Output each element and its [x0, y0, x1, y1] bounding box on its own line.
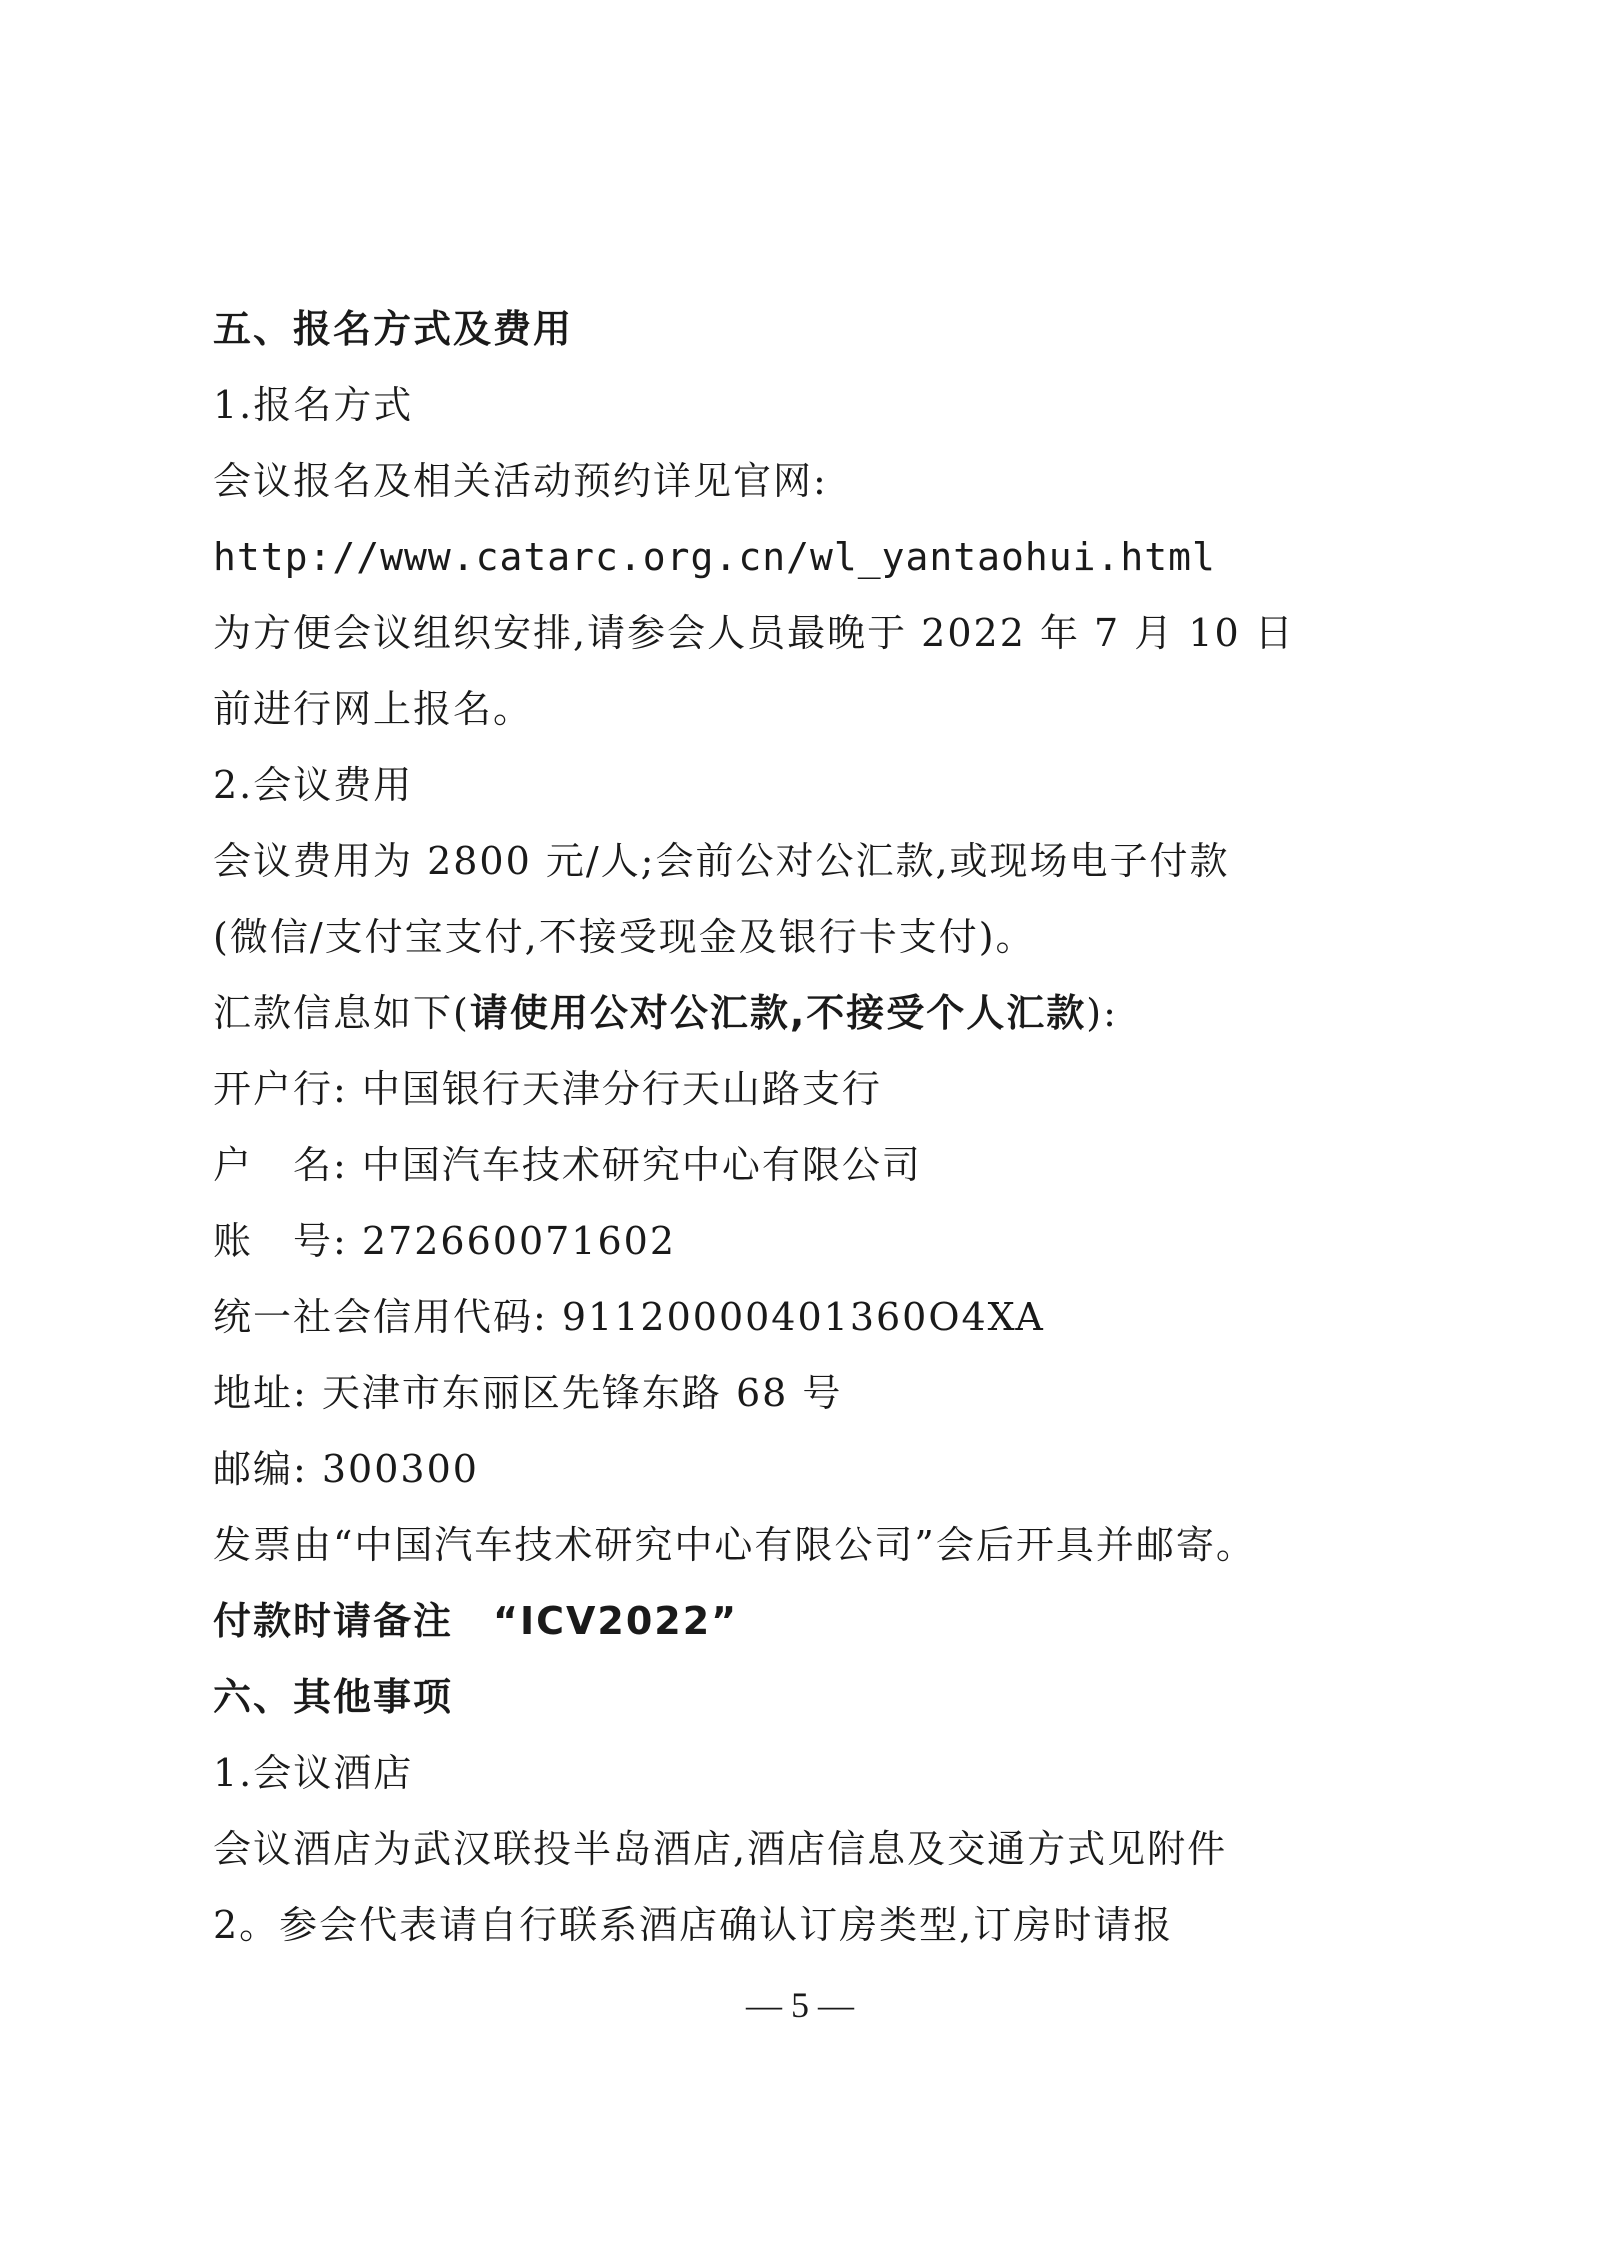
hotel-line-2: 2。参会代表请自行联系酒店确认订房类型,订房时请报: [213, 1903, 1174, 1947]
registration-description: 会议报名及相关活动预约详见官网:: [213, 459, 828, 503]
fee-line-2: (微信/支付宝支付,不接受现金及银行卡支付)。: [213, 915, 1036, 959]
page-number: — 5 —: [746, 1985, 854, 2025]
deadline-line-1: 为方便会议组织安排,请参会人员最晚于 2022 年 7 月 10 日: [213, 611, 1295, 655]
account-number-line: 账 号: 272660071602: [213, 1219, 677, 1263]
subheading-meeting-fee: 2.会议费用: [213, 763, 414, 807]
registration-url: http://www.catarc.org.cn/wl_yantaohui.html: [213, 535, 1216, 579]
remittance-info-line: [213, 990, 1118, 1036]
bank-line: 开户行: 中国银行天津分行天山路支行: [213, 1067, 882, 1111]
remittance-info-emphasis: 请使用公对公汇款,不接受个人汇款: [469, 991, 1087, 1035]
hotel-line-1: 会议酒店为武汉联投半岛酒店,酒店信息及交通方式见附件: [213, 1827, 1228, 1871]
remittance-info-suffix: ):: [1086, 991, 1118, 1035]
credit-code-line: 统一社会信用代码: 91120000401360O4XA: [213, 1295, 1045, 1339]
fee-line-1: 会议费用为 2800 元/人;会前公对公汇款,或现场电子付款: [213, 839, 1230, 883]
invoice-line: 发票由“中国汽车技术研究中心有限公司”会后开具并邮寄。: [213, 1523, 1256, 1567]
section-heading-5: 五、报名方式及费用: [213, 307, 574, 351]
account-name-line: 户 名: 中国汽车技术研究中心有限公司: [213, 1143, 922, 1187]
subheading-hotel: 1.会议酒店: [213, 1751, 414, 1795]
address-line: 地址: 天津市东丽区先锋东路 68 号: [213, 1371, 843, 1415]
payment-note-line: 付款时请备注 “ICV2022”: [213, 1599, 739, 1643]
remittance-info-prefix: 汇款信息如下(: [213, 991, 470, 1035]
deadline-line-2: 前进行网上报名。: [213, 687, 534, 731]
section-heading-6: 六、其他事项: [213, 1675, 454, 1719]
postcode-line: 邮编: 300300: [213, 1447, 479, 1491]
subheading-registration-method: 1.报名方式: [213, 383, 414, 427]
